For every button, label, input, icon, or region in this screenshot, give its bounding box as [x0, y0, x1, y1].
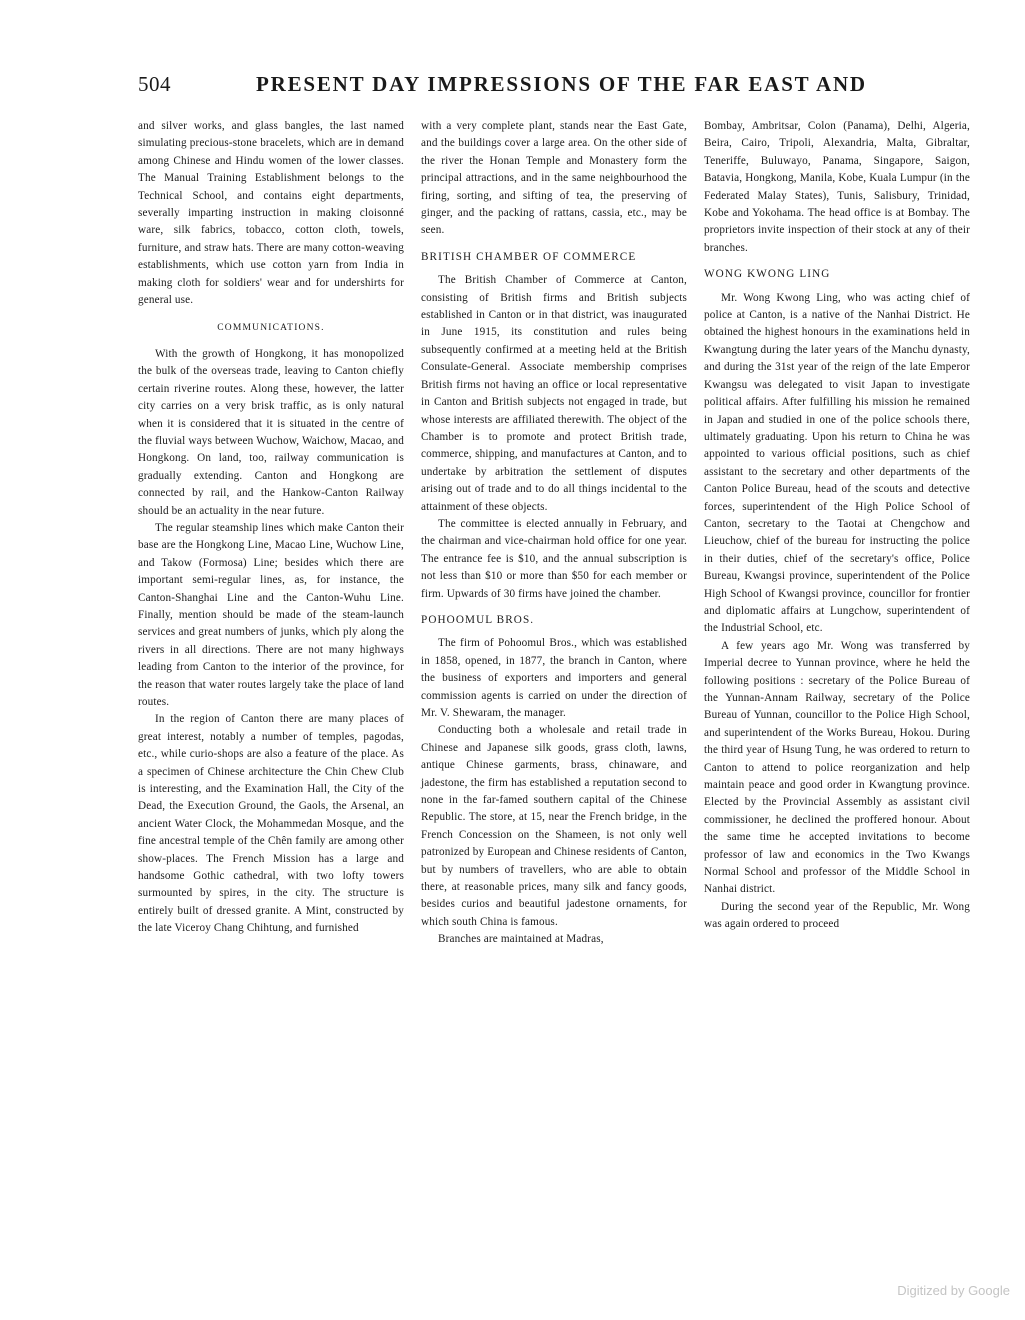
paragraph: The British Chamber of Commerce at Canton, consisting of British firms and British subjects established in Canton or in that district, was inaugurated in June 1915, its constitution and rules being subsequently confirmed at a meeting held at the British Consulate-General. Associate membership comprises British firms not having an office or local representative in Canton and British subjects not engaged in trade, but whose interests are affiliated therewith. The object of the Chamber is to promote and protect British trade, commerce, shipping, and manufactures at Canton, and to undertake by arbitration the settlement of disputes arising out of trade and to do all things incidental to the attainment of these objects.	[421, 274, 687, 513]
running-title: PRESENT DAY IMPRESSIONS OF THE FAR EAST AND	[256, 72, 867, 96]
watermark: Digitized by Google	[897, 1283, 1010, 1298]
paragraph: A few years ago Mr. Wong was transferred by Imperial decree to Yunnan province, where he held the following positions : secretary of the Police Bureau of the Yunnan-Annam Railway, secretary of the Police Bureau of Yunnan, councillor to the Police High School, and superintendent of the Works Bureau, Hokou. During the third year of Hsung Tung, he was ordered to return to Canton to attend to police reorganization and help maintain peace and good order in Kwangtung province. Elected by the Provincial Assembly as assistant civil commissioner, he declined the proffered honour. About the same time he accepted invitations to become professor of law and economics in the Two Kwangs Normal School and professor of the Middle School in Nanhai district.	[704, 639, 970, 896]
paragraph: The committee is elected annually in February, and the chairman and vice-chairman hold office for one year. The entrance fee is $10, and the annual subscription is not less than $10 or more than $50 for each member or firm. Upwards of 30 firms have joined the chamber.	[421, 517, 687, 600]
text-column-left	[138, 118, 404, 938]
paragraph: In the region of Canton there are many places of great interest, notably a number of temples, pagodas, etc., while curio-shops are also a feature of the place. As a specimen of Chinese architecture the Chin Chew Club is interesting, and the Examination Hall, the City of the Dead, the Execution Ground, the Gaols, the Arsenal, an ancient Water Clock, the Mohammedan Mosque, and the fine ancestral temple of the Chên family are among other show-places. The French Mission has a large and handsome Gothic cathedral, with two lofty towers surmounted by spires, in the city. The structure is entirely built of dressed granite. A Mint, constructed by the late Viceroy Chang Chihtung, and furnished	[138, 713, 404, 935]
paragraph: and silver works, and glass bangles, the last named simulating precious-stone bracelets, which are in demand among Chinese and Hindu women of the lower classes. The Manual Training Establishment belongs to the Technical School, and contains eight departments, severally imparting instruction in making cloisonné ware, silk fabrics, tobacco, cotton cloth, towels, furniture, and straw hats. There are many cotton-weaving establishments, which use cotton yarn from India in making cloth for soldiers' wear and for undershirts for general use.	[138, 120, 404, 307]
paragraph: Branches are maintained at Madras,	[438, 933, 604, 946]
text-column-right	[704, 118, 970, 934]
section-heading-pohoomul: POHOOMUL BROS.	[421, 613, 535, 626]
paragraph: Bombay, Ambritsar, Colon (Panama), Delhi, Algeria, Beira, Cairo, Tripoli, Alexandria, Malta, Gibraltar, Teneriffe, Buluwayo, Panama, Singapore, Saigon, Batavia, Hongkong, Manila, Kobe, Kuala Lumpur (in the Federated Malay States), Tunis, Salisbury, Trinidad, Kobe and Yokohama. The head office is at Bombay. The proprietors invite inspection of their stock at any of their branches.	[704, 120, 970, 254]
paragraph: Mr. Wong Kwong Ling, who was acting chief of police at Canton, is a native of the Nanhai District. He obtained the highest honours in the examinations held in Kwangtung during the later years of the Manchu dynasty, and during the 31st year of the reign of the late Emperor Kwangsu was delegated to visit Japan to investigate political affairs. After fulfilling his mission he remained in Japan and studied in one of the police schools there, ultimately graduating. Upon his return to China he was appointed to various official positions, such as chief assistant to the secretary and other departments of the Canton Police Bureau, head of the scouts and detective forces, superintendent of the High Police School of Canton, secretary to the Taotai at Chengchow and Lieuchow, chief of the bureau for instructing the police in their duties, chief of the secretary's office, Police Bureau, Kwangsi province, superintendent of the Police High School of Kwangsi province, councillor for frontier and diplomatic affairs at Lungchow, superintendent of the Industrial School, etc.	[704, 291, 970, 635]
paragraph: With the growth of Hongkong, it has monopolized the bulk of the overseas trade, leaving to Canton chiefly certain riverine routes. Along these, however, the latter city carries on a very brisk traffic, as is only natural when it is considered that it is situated in the centre of the fluvial ways between Wuchow, Waichow, Macao, and Hongkong. On land, too, railway communication is gradually extending. Canton and Hongkong are connected by rail, and the Hankow-Canton Railway should be an actuality in the near future.	[138, 347, 404, 517]
section-heading-communications: COMMUNICATIONS.	[217, 323, 325, 334]
page-header	[138, 72, 970, 104]
page-number: 504	[138, 72, 171, 96]
text-column-middle	[421, 118, 687, 949]
section-heading-wong-kwong-ling: WONG KWONG LING	[704, 268, 831, 281]
paragraph: The regular steamship lines which make Canton their base are the Hongkong Line, Macao Line, Wuchow Line, and Takow (Formosa) Line; besides which there are important semi-regular lines, as, for instance, the Canton-Shanghai Line and the Canton-Wuhu Line. Finally, mention should be made of the steam-launch services and great numbers of junks, which ply along the rivers in all directions. There are not many highways leading from Canton to the interior of the province, for the reason that water routes largely take the place of land routes.	[138, 521, 404, 708]
paragraph: During the second year of the Republic, Mr. Wong was again ordered to proceed	[704, 900, 970, 931]
section-heading-british-chamber: BRITISH CHAMBER OF COMMERCE	[421, 250, 637, 263]
paragraph: Conducting both a wholesale and retail trade in Chinese and Japanese silk goods, grass cloth, lawns, antique Chinese garments, brass, chinaware, and jadestone, the firm has established a reputation second to none in the far-famed southern capital of the Chinese Republic. The store, at 15, near the French bridge, in the French Concession on the Shameen, is not only well patronized by European and Chinese residents of Canton, but by numbers of travellers, who are able to obtain there, at reasonable prices, many silk and fancy goods, besides curios and beautiful jadestone ornaments, for which south China is famous.	[421, 724, 687, 928]
paragraph: The firm of Pohoomul Bros., which was established in 1858, opened, in 1877, the branch in Canton, where the business of exporters and importers and general commission agents is carried on under the direction of Mr. V. Shewaram, the manager.	[421, 637, 687, 719]
paragraph: with a very complete plant, stands near the East Gate, and the buildings cover a large area. On the other side of the river the Honan Temple and Monastery form the principal attractions, and in the same neighbourhood the firing, sorting, and sifting of tea, the preserving of ginger, and the packing of rattans, cassia, etc., may be seen.	[421, 120, 687, 237]
